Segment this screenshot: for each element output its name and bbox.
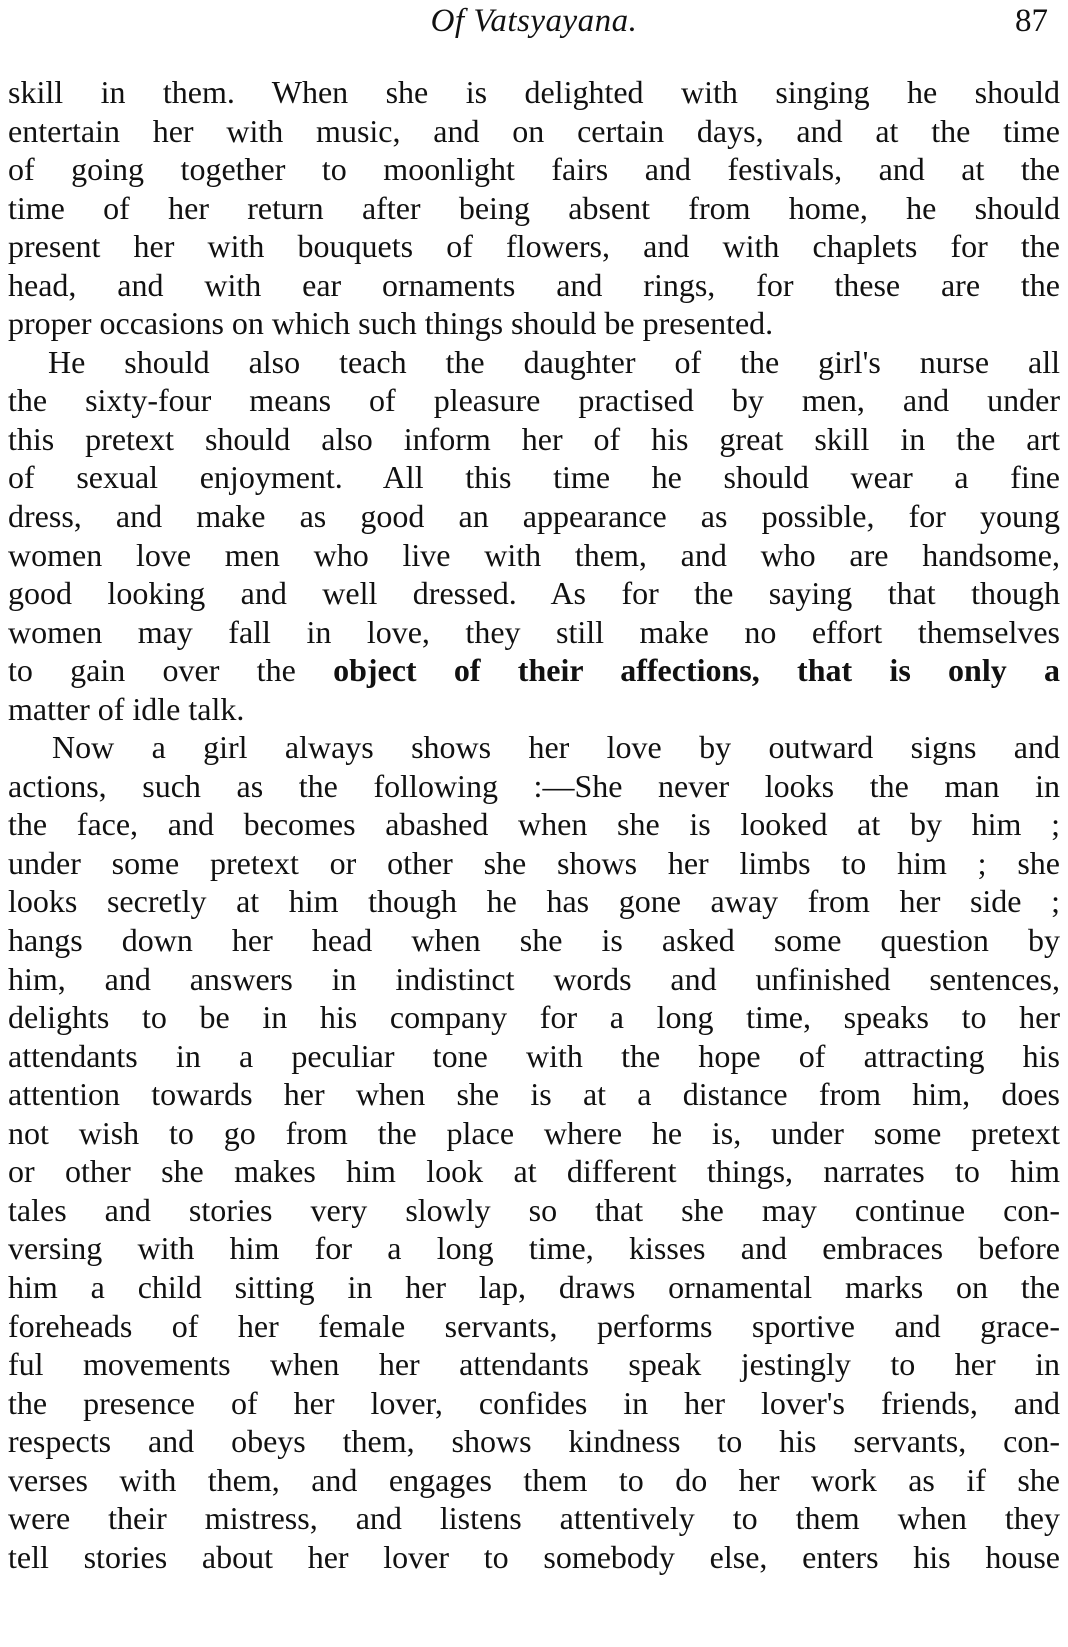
text-line: proper occasions on which such things should be presented.: [8, 305, 774, 342]
text-line: respects and obeys them, shows kindness to his servants, con-: [8, 1423, 1060, 1460]
text-line: women love men who live with them, and who are handsome,: [8, 536, 1060, 573]
text-line: matter of idle talk.: [8, 690, 245, 727]
text-line: tell stories about her lover to somebody else, enters his house: [8, 1538, 1060, 1575]
text-line: present her with bouquets of flowers, and with chaplets for the: [8, 228, 1060, 265]
text-line: women may fall in love, they still make no effort themselves: [8, 613, 1060, 650]
text-line: hangs down her head when she is asked some question by: [8, 922, 1060, 959]
text-line: the face, and becomes abashed when she is looked at by him ;: [8, 806, 1060, 843]
text-line: looks secretly at him though he has gone away from her side ;: [8, 883, 1060, 920]
paragraph-first-line: He should also teach the daughter of the girl's nurse all: [48, 343, 1060, 380]
text-line-start: to gain over the: [8, 652, 334, 689]
running-title: Of Vatsyayana.: [430, 3, 638, 39]
text-line: attendants in a peculiar tone with the hope of attracting his: [8, 1037, 1060, 1074]
text-line: delights to be in his company for a long time, speaks to her: [8, 999, 1060, 1036]
text-line: the presence of her lover, confides in her lover's friends, and: [8, 1384, 1060, 1421]
paragraph-first-line: Now a girl always shows her love by outward signs and: [52, 729, 1060, 766]
text-line: tales and stories very slowly so that she may continue con-: [8, 1191, 1060, 1228]
bold-phrase: object of their affections, that is only a: [333, 652, 1060, 689]
text-line: this pretext should also inform her of his great skill in the art: [8, 420, 1060, 457]
body-text: [8, 73, 1060, 1576]
page-number: 87: [1015, 3, 1048, 39]
text-line: entertain her with music, and on certain days, and at the time: [8, 112, 1060, 149]
text-line: not wish to go from the place where he is, under some pretext: [8, 1114, 1060, 1151]
text-line: were their mistress, and listens attentively to them when they: [8, 1500, 1060, 1537]
text-line: good looking and well dressed. As for the saying that though: [8, 575, 1060, 612]
text-line: him, and answers in indistinct words and unfinished sentences,: [8, 960, 1060, 997]
text-line: him a child sitting in her lap, draws ornamental marks on the: [8, 1268, 1060, 1305]
text-line: actions, such as the following :—She never looks the man in: [8, 767, 1060, 804]
text-line: dress, and make as good an appearance as possible, for young: [8, 498, 1060, 535]
running-header: [0, 0, 1068, 48]
text-line: verses with them, and engages them to do her work as if she: [8, 1461, 1060, 1498]
text-line: time of her return after being absent from home, he should: [8, 189, 1060, 226]
text-line: foreheads of her female servants, performs sportive and grace-: [8, 1307, 1060, 1344]
text-line: under some pretext or other she shows her limbs to him ; she: [8, 844, 1060, 881]
text-line-with-bold: [8, 651, 1060, 690]
text-line: attention towards her when she is at a distance from him, does: [8, 1076, 1060, 1113]
text-line: head, and with ear ornaments and rings, for these are the: [8, 266, 1060, 303]
text-line: ful movements when her attendants speak jestingly to her in: [8, 1346, 1060, 1383]
text-line: the sixty-four means of pleasure practised by men, and under: [8, 382, 1060, 419]
text-line: of sexual enjoyment. All this time he should wear a fine: [8, 459, 1060, 496]
text-line: skill in them. When she is delighted with singing he should: [8, 74, 1060, 110]
text-line: versing with him for a long time, kisses and embraces before: [8, 1230, 1060, 1267]
text-line: or other she makes him look at different things, narrates to him: [8, 1153, 1060, 1190]
text-line: of going together to moonlight fairs and festivals, and at the: [8, 151, 1060, 188]
